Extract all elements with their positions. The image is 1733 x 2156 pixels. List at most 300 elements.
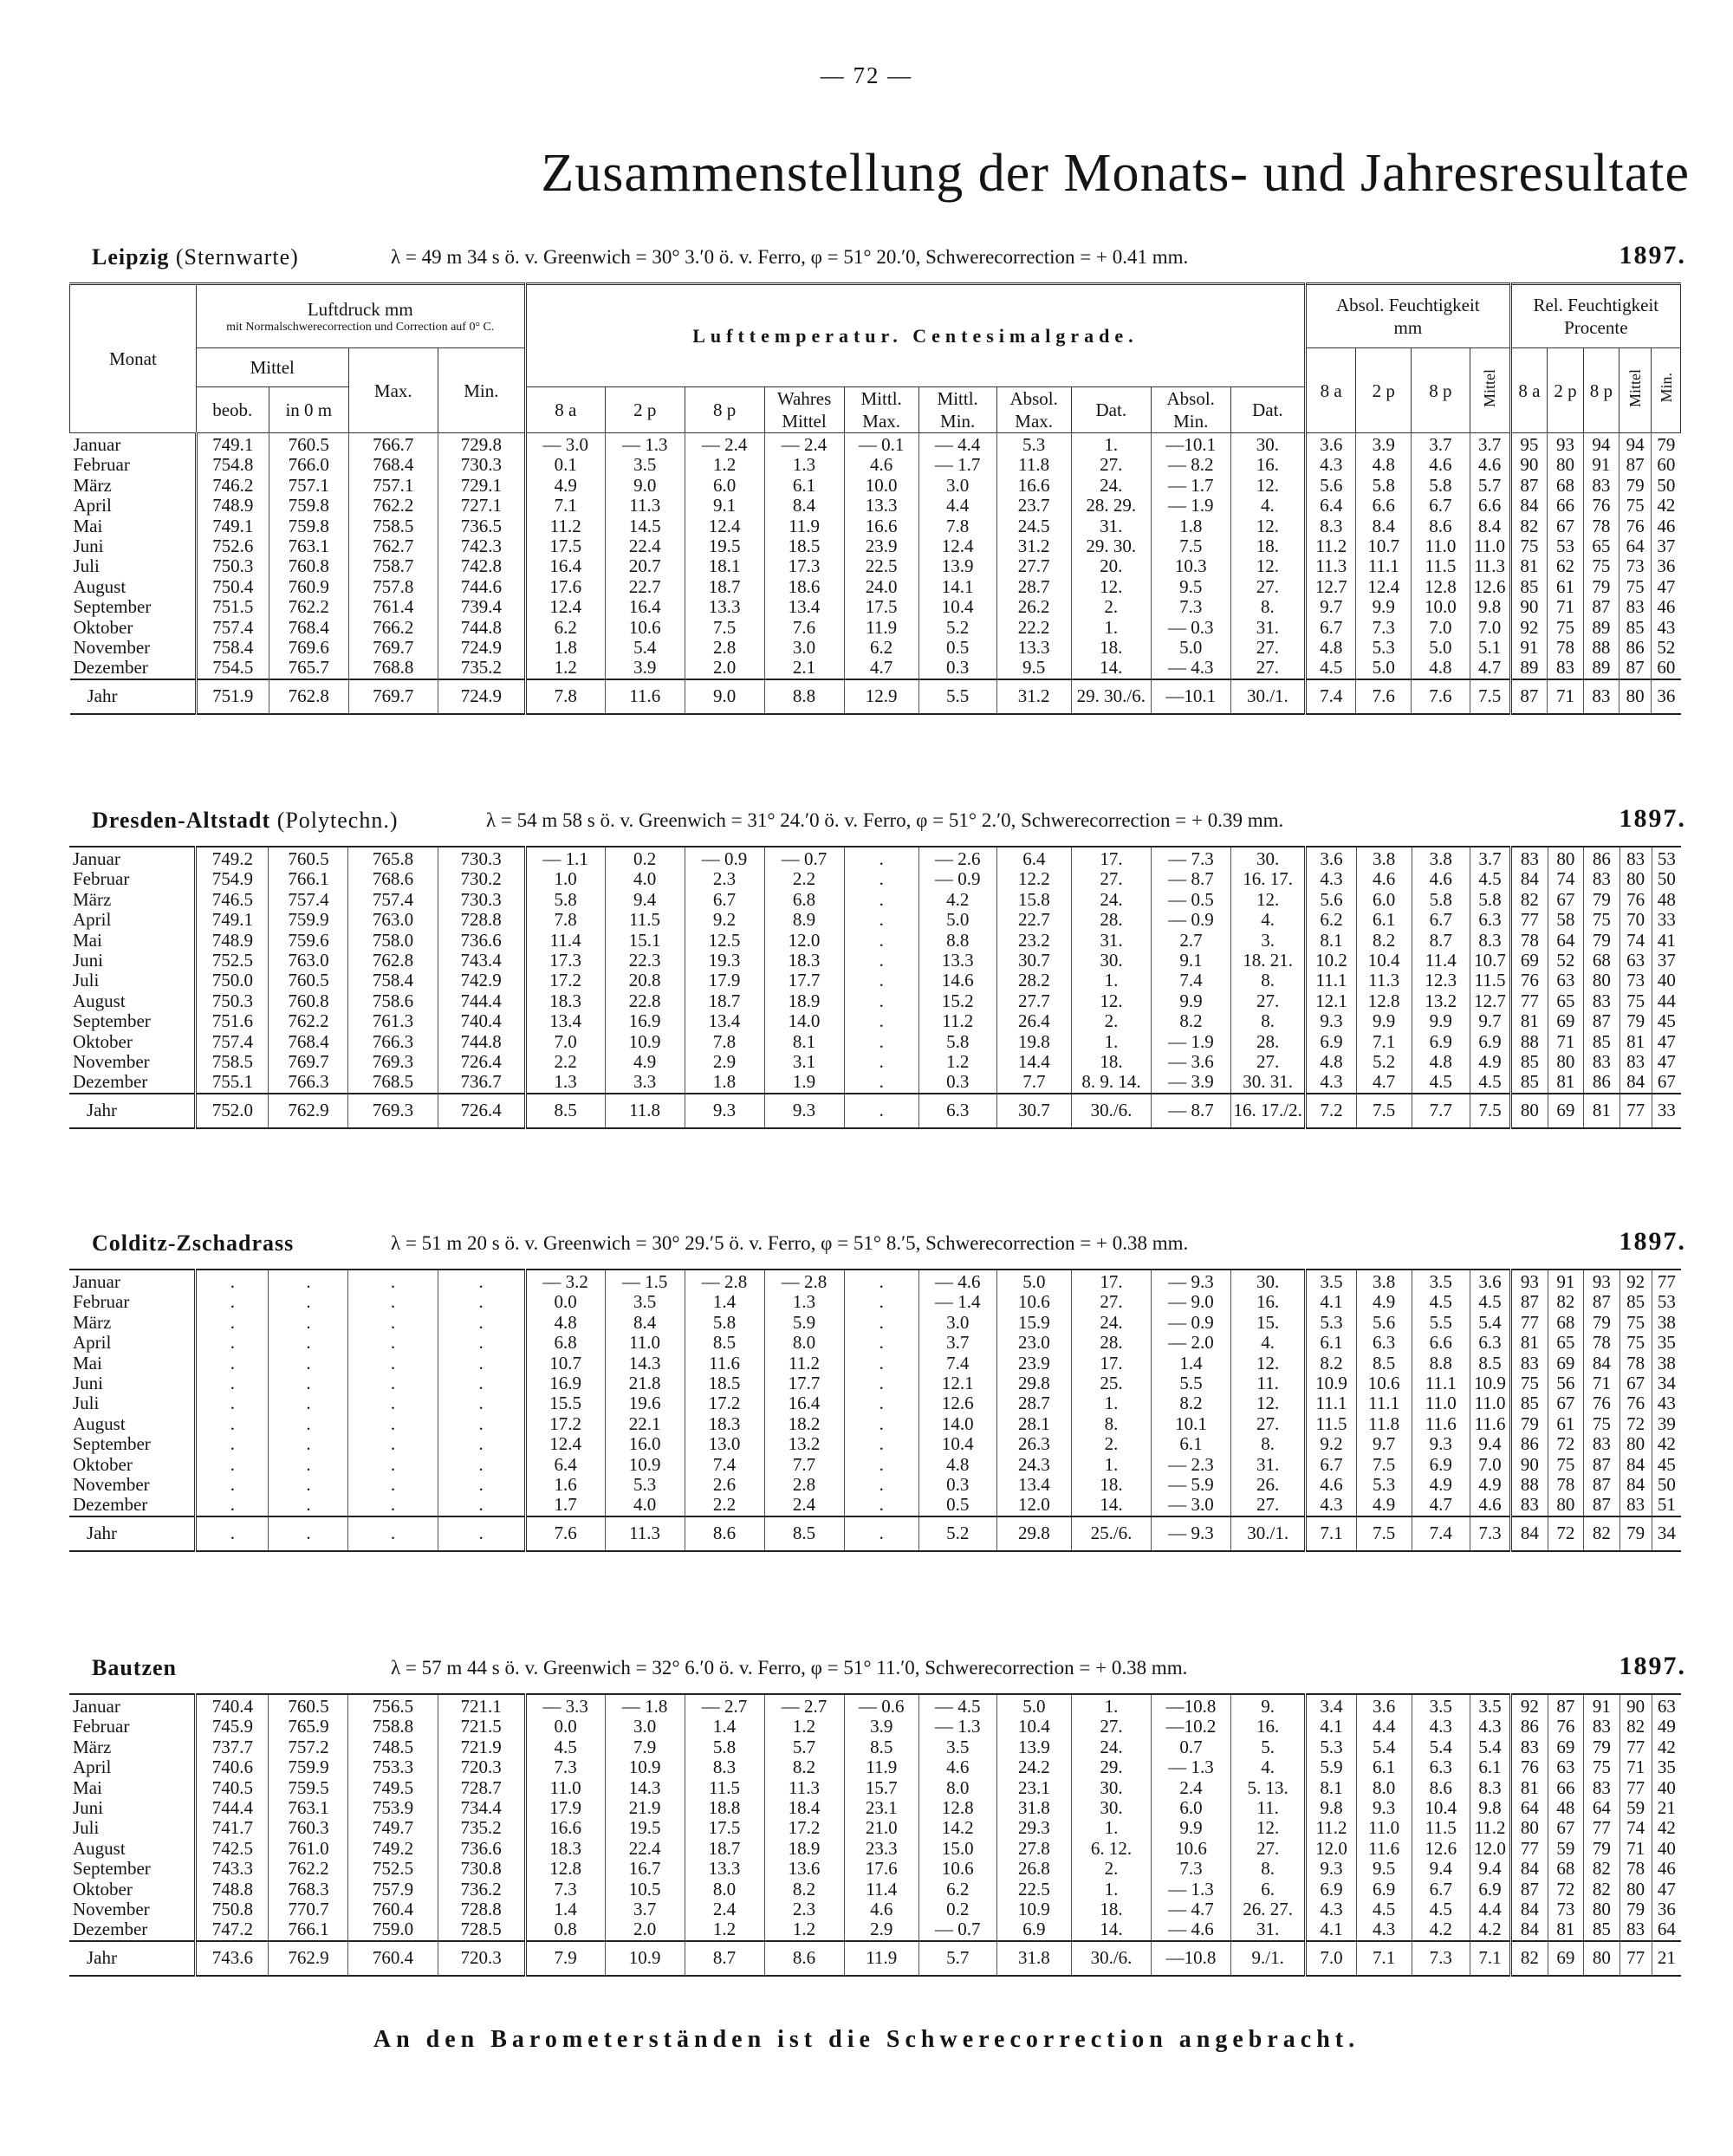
month-cell: Februar xyxy=(69,869,196,889)
value-cell: 5.9 xyxy=(1306,1757,1356,1777)
month-cell: November xyxy=(70,638,197,658)
value-cell: 17.5 xyxy=(685,1818,764,1838)
value-cell: 13.3 xyxy=(996,638,1071,658)
value-cell: 68 xyxy=(1548,1859,1584,1879)
value-cell: 754.8 xyxy=(196,455,269,475)
value-cell: 3.5 xyxy=(1306,1270,1356,1292)
value-cell: 11.1 xyxy=(1356,556,1412,576)
value-cell: 758.5 xyxy=(196,1052,269,1072)
value-cell: 11.3 xyxy=(1470,556,1510,576)
value-cell: 8. xyxy=(1230,971,1305,990)
month-cell: Februar xyxy=(69,1292,196,1312)
value-cell: 17.3 xyxy=(764,556,844,576)
value-cell: 4.5 xyxy=(1306,658,1356,679)
value-cell: 26. xyxy=(1230,1475,1305,1495)
value-cell: 11.5 xyxy=(1470,971,1510,990)
value-cell: 757.4 xyxy=(196,618,269,638)
table-row xyxy=(69,951,1681,971)
value-cell: 4.3 xyxy=(1470,1717,1510,1737)
value-cell: 6.0 xyxy=(1152,1798,1231,1818)
value-cell: 734.4 xyxy=(438,1798,525,1818)
value-cell: 16.0 xyxy=(605,1434,685,1454)
value-cell: 16. xyxy=(1230,1717,1305,1737)
value-cell: 73 xyxy=(1548,1899,1584,1919)
value-cell: 8.4 xyxy=(605,1313,685,1333)
value-cell: 4.3 xyxy=(1356,1919,1412,1940)
station-coords: λ = 49 m 34 s ö. v. Greenwich = 30° 3.′0 ö. v. Ferro, φ = 51° 20.′0, Schwerecorrection = + 0.41 mm. xyxy=(391,246,1189,268)
value-cell: 743.3 xyxy=(196,1859,269,1879)
value-cell: 4.6 xyxy=(1412,869,1470,889)
value-cell: 62 xyxy=(1548,556,1583,576)
value-cell: 79 xyxy=(1584,1737,1620,1757)
value-cell: 8. xyxy=(1230,1011,1305,1031)
value-cell: 4.6 xyxy=(844,1899,918,1919)
value-cell: 43 xyxy=(1657,1393,1676,1414)
value-cell: 0.0 xyxy=(525,1717,605,1737)
value-cell: 47 xyxy=(1657,1879,1676,1899)
value-cell: 12.2 xyxy=(996,869,1071,889)
value-cell: . xyxy=(269,1313,348,1333)
value-cell: 74 xyxy=(1619,1818,1652,1838)
station-coords: λ = 57 m 44 s ö. v. Greenwich = 32° 6.′0 ö. v. Ferro, φ = 51° 11.′0, Schwerecorrection = + 0.38 mm. xyxy=(391,1657,1188,1679)
header-mittl-min xyxy=(918,387,996,433)
value-cell: 77 xyxy=(1584,1818,1620,1838)
value-cell: 14.2 xyxy=(918,1818,996,1838)
value-cell: 11.2 xyxy=(1306,1818,1356,1838)
value-cell: 58 xyxy=(1548,910,1584,930)
value-cell: 8.8 xyxy=(1412,1354,1470,1373)
value-cell: 10.6 xyxy=(996,1292,1071,1312)
table-row xyxy=(69,1859,1681,1879)
value-cell: 5.7 xyxy=(764,1737,844,1757)
month-cell: April xyxy=(69,910,196,930)
value-cell: 762.9 xyxy=(269,1094,348,1128)
value-cell: 4.5 xyxy=(1412,1292,1470,1312)
value-cell: 9.8 xyxy=(1470,1798,1510,1818)
value-cell: 22.8 xyxy=(605,991,685,1011)
value-cell: 0.8 xyxy=(525,1919,605,1940)
value-cell: 7.4 xyxy=(1412,1516,1470,1551)
value-cell: 77 xyxy=(1619,1778,1652,1798)
value-cell: 67 xyxy=(1548,1393,1584,1413)
value-cell: 12.8 xyxy=(1356,991,1412,1011)
value-cell: 720.3 xyxy=(438,1941,525,1976)
value-cell: 44 xyxy=(1657,990,1676,1011)
value-cell: 30./6. xyxy=(1072,1941,1152,1976)
value-cell: . xyxy=(844,1270,918,1292)
value-cell: 92 xyxy=(1511,1694,1548,1717)
value-cell: 25. xyxy=(1072,1373,1152,1393)
value-cell: 1. xyxy=(1071,618,1151,638)
jahr-row xyxy=(70,679,1681,714)
value-cell: 12.7 xyxy=(1306,577,1356,597)
value-cell: — 2.6 xyxy=(918,847,996,869)
value-cell: 7.8 xyxy=(525,679,605,714)
value-cell: 94 xyxy=(1619,433,1652,456)
value-cell: 75 xyxy=(1619,577,1652,597)
value-cell: 10.9 xyxy=(605,1032,685,1052)
station-year: 1897. xyxy=(1619,1227,1686,1256)
value-cell: 7.5 xyxy=(1356,1516,1412,1551)
value-cell: . xyxy=(348,1333,438,1353)
value-cell: 759.9 xyxy=(269,910,348,930)
value-cell: 10.9 xyxy=(605,1455,685,1475)
value-cell: 4.6 xyxy=(844,455,918,475)
value-cell: 7.8 xyxy=(918,516,996,536)
value-cell: 65 xyxy=(1548,1333,1584,1353)
value-cell: 11.5 xyxy=(1412,556,1470,576)
value-cell: 27. xyxy=(1230,577,1305,597)
value-cell: 2. xyxy=(1072,1011,1152,1031)
value-cell: 20.7 xyxy=(605,556,685,576)
value-cell: 78 xyxy=(1584,1333,1620,1353)
value-cell: 1.2 xyxy=(764,1717,844,1737)
value-cell: 68 xyxy=(1548,476,1583,496)
value-cell: 756.5 xyxy=(348,1694,438,1717)
value-cell: 1.2 xyxy=(685,455,764,475)
value-cell: 17.2 xyxy=(525,1414,605,1434)
value-cell: 6.1 xyxy=(1356,910,1412,930)
month-cell: September xyxy=(69,1011,196,1031)
value-cell: . xyxy=(844,890,918,910)
value-cell: 8. xyxy=(1072,1414,1152,1434)
value-cell: . xyxy=(196,1354,269,1373)
value-cell: . xyxy=(269,1475,348,1495)
value-cell: 80 xyxy=(1511,1094,1548,1128)
value-cell: 5.6 xyxy=(1306,476,1356,496)
value-cell: . xyxy=(196,1455,269,1475)
value-cell: 744.6 xyxy=(438,577,525,597)
value-cell: . xyxy=(844,971,918,990)
value-cell: 29. 30. xyxy=(1071,536,1151,556)
value-cell: 84 xyxy=(1619,1455,1652,1475)
value-cell: 42 xyxy=(1657,1434,1676,1455)
value-cell: 79 xyxy=(1619,1011,1652,1031)
value-cell: 7.7 xyxy=(996,1072,1071,1093)
value-cell: 15.7 xyxy=(844,1778,918,1798)
value-cell: . xyxy=(844,1094,918,1128)
value-cell: 42 xyxy=(1657,496,1676,516)
value-cell: 9.9 xyxy=(1152,991,1231,1011)
value-cell: 75 xyxy=(1619,1313,1652,1333)
value-cell: 75 xyxy=(1548,1455,1584,1475)
value-cell: 79 xyxy=(1584,1839,1620,1859)
value-cell: 740.6 xyxy=(196,1757,269,1777)
table-row xyxy=(70,577,1681,597)
value-cell: 71 xyxy=(1619,1757,1652,1777)
value-cell: 2. xyxy=(1071,597,1151,617)
value-cell: 8.5 xyxy=(685,1333,764,1353)
value-cell: 71 xyxy=(1548,1032,1584,1052)
value-cell: 17.5 xyxy=(525,536,605,556)
value-cell: 53 xyxy=(1548,536,1583,556)
value-cell: 30. 31. xyxy=(1230,1072,1305,1093)
month-cell: Dezember xyxy=(69,1495,196,1516)
value-cell: 17.9 xyxy=(685,971,764,990)
value-cell: 14.5 xyxy=(605,516,685,536)
value-cell: 4. xyxy=(1230,1333,1305,1353)
value-cell: 37 xyxy=(1657,536,1676,557)
value-cell: . xyxy=(269,1495,348,1516)
value-cell: — 4.6 xyxy=(918,1270,996,1292)
value-cell: 40 xyxy=(1657,1777,1676,1798)
header-wahres-mittel xyxy=(764,387,844,433)
value-cell: 11.0 xyxy=(605,1333,685,1353)
value-cell: 7.1 xyxy=(1356,1032,1412,1052)
value-cell: 10.4 xyxy=(918,1434,996,1454)
value-cell: 762.2 xyxy=(348,496,438,516)
value-cell: 768.4 xyxy=(348,455,438,475)
value-cell: 13.3 xyxy=(685,1859,764,1879)
value-cell: 757.8 xyxy=(348,577,438,597)
value-cell: 11.5 xyxy=(1306,1414,1356,1434)
value-cell: 11.6 xyxy=(1470,1414,1510,1434)
value-cell: 82 xyxy=(1584,1880,1620,1899)
value-cell: 768.4 xyxy=(269,1032,348,1052)
value-cell: 12. xyxy=(1230,1354,1305,1373)
value-cell: 8.1 xyxy=(1306,1778,1356,1798)
value-cell: . xyxy=(196,1495,269,1516)
value-cell: — 1.8 xyxy=(605,1694,685,1717)
month-cell: April xyxy=(70,496,197,516)
value-cell: 8.5 xyxy=(525,1094,605,1128)
table-row xyxy=(70,476,1681,496)
value-cell: 12. xyxy=(1230,476,1305,496)
value-cell: 749.2 xyxy=(348,1839,438,1859)
value-cell: 22.5 xyxy=(844,556,918,576)
value-cell: 7.3 xyxy=(1151,597,1230,617)
value-cell: 7.3 xyxy=(1356,618,1412,638)
value-cell: —10.8 xyxy=(1152,1941,1231,1976)
value-cell: 3.7 xyxy=(1412,433,1470,456)
value-cell: 758.5 xyxy=(348,516,438,536)
month-cell: Oktober xyxy=(69,1032,196,1052)
value-cell: 10.9 xyxy=(605,1757,685,1777)
value-cell: 6.0 xyxy=(685,476,764,496)
value-cell: 8.6 xyxy=(685,1516,764,1551)
value-cell: 763.1 xyxy=(269,536,348,556)
value-cell: 744.4 xyxy=(196,1798,269,1818)
value-cell: 6.4 xyxy=(996,847,1071,869)
value-cell: 758.4 xyxy=(348,971,438,990)
value-cell: 1. xyxy=(1072,1032,1152,1052)
value-cell: 9.9 xyxy=(1152,1818,1231,1838)
value-cell: 2.9 xyxy=(844,1919,918,1940)
header-t2p: 2 p xyxy=(605,387,685,433)
value-cell: 4.8 xyxy=(1412,658,1470,679)
value-cell: — 9.0 xyxy=(1152,1292,1231,1312)
value-cell: 760.8 xyxy=(269,991,348,1011)
value-cell: 90 xyxy=(1511,1455,1548,1475)
value-cell: 15.2 xyxy=(918,991,996,1011)
value-cell: 75 xyxy=(1548,618,1583,638)
value-cell: 1.8 xyxy=(685,1072,764,1093)
header-luftdruck-title: Luftdruck mm xyxy=(307,299,413,320)
value-cell: 30./1. xyxy=(1230,679,1305,714)
value-cell: 7.2 xyxy=(1306,1094,1356,1128)
value-cell: 8.5 xyxy=(764,1516,844,1551)
value-cell: 23.3 xyxy=(844,1839,918,1859)
value-cell: 735.2 xyxy=(438,1818,525,1838)
value-cell: 79 xyxy=(1583,577,1619,597)
value-cell: 3.1 xyxy=(764,1052,844,1072)
value-cell: 12.4 xyxy=(525,1434,605,1454)
value-cell: — 4.7 xyxy=(1152,1899,1231,1919)
table-row xyxy=(70,556,1681,576)
header-r2p: 2 p xyxy=(1548,348,1583,433)
value-cell: 82 xyxy=(1510,516,1548,536)
table-row xyxy=(69,869,1681,889)
value-cell: 24. xyxy=(1072,1737,1152,1757)
value-cell: 12.4 xyxy=(685,516,764,536)
value-cell: 77 xyxy=(1511,991,1548,1011)
value-cell: 11.8 xyxy=(996,455,1071,475)
value-cell: 749.1 xyxy=(196,910,269,930)
value-cell: 84 xyxy=(1511,1516,1548,1551)
value-cell: 10.6 xyxy=(605,618,685,638)
value-cell: 763.0 xyxy=(269,951,348,971)
value-cell: 68 xyxy=(1584,951,1620,971)
value-cell: 21.0 xyxy=(844,1818,918,1838)
value-cell: 45 xyxy=(1657,1011,1676,1032)
value-cell: 90 xyxy=(1510,455,1548,475)
value-cell: 13.0 xyxy=(685,1434,764,1454)
value-cell: 769.3 xyxy=(348,1094,438,1128)
value-cell: 27. xyxy=(1230,1414,1305,1434)
value-cell: 729.8 xyxy=(438,433,525,456)
value-cell: . xyxy=(348,1495,438,1516)
value-cell: 739.4 xyxy=(438,597,525,617)
value-cell: 746.2 xyxy=(196,476,269,496)
header-rel-feuchtigkeit-unit: Procente xyxy=(1564,317,1628,338)
value-cell: 65 xyxy=(1548,991,1584,1011)
value-cell: 9.1 xyxy=(1152,951,1231,971)
value-cell: 11.8 xyxy=(1356,1414,1412,1434)
value-cell: 8.9 xyxy=(764,910,844,930)
value-cell: 81 xyxy=(1619,1032,1652,1052)
value-cell: 11.2 xyxy=(525,516,605,536)
value-cell: 29.3 xyxy=(996,1818,1071,1838)
value-cell: 7.5 xyxy=(685,618,764,638)
value-cell: 87 xyxy=(1510,476,1548,496)
value-cell: 2.2 xyxy=(764,869,844,889)
table-row xyxy=(70,638,1681,658)
value-cell: 22.3 xyxy=(605,951,685,971)
value-cell: . xyxy=(844,847,918,869)
value-cell: 5.4 xyxy=(1412,1737,1470,1757)
value-cell: 11. xyxy=(1230,1798,1305,1818)
value-cell: 2. xyxy=(1072,1859,1152,1879)
value-cell: 26.3 xyxy=(996,1434,1071,1454)
value-cell: 31. xyxy=(1072,931,1152,951)
value-cell: 36 xyxy=(1657,556,1676,577)
value-cell: 76 xyxy=(1619,1393,1652,1413)
value-cell: — 0.9 xyxy=(685,847,764,869)
value-cell: 8.0 xyxy=(1356,1778,1412,1798)
value-cell: 737.7 xyxy=(196,1737,269,1757)
value-cell: 22.2 xyxy=(996,618,1071,638)
value-cell: 81 xyxy=(1584,1094,1620,1128)
header-wahres-sub: Mittel xyxy=(782,411,827,432)
table-row xyxy=(69,1737,1681,1757)
value-cell: 84 xyxy=(1511,1899,1548,1919)
value-cell: 7.6 xyxy=(764,618,844,638)
value-cell: 11.9 xyxy=(764,516,844,536)
value-cell: 730.3 xyxy=(438,847,525,869)
value-cell: 13.9 xyxy=(996,1737,1071,1757)
value-cell: 6.8 xyxy=(764,890,844,910)
value-cell: 79 xyxy=(1657,434,1676,455)
value-cell: 29.8 xyxy=(996,1516,1071,1551)
value-cell: 18.6 xyxy=(764,577,844,597)
value-cell: 4.5 xyxy=(1412,1072,1470,1093)
month-cell: September xyxy=(70,597,197,617)
value-cell: 84 xyxy=(1511,1919,1548,1940)
value-cell: 1. xyxy=(1072,1393,1152,1413)
value-cell: 14.3 xyxy=(605,1778,685,1798)
month-cell: Juni xyxy=(69,951,196,971)
value-cell: 27. xyxy=(1230,658,1305,679)
value-cell: 82 xyxy=(1584,1516,1620,1551)
value-cell: 759.6 xyxy=(269,931,348,951)
table-row xyxy=(70,597,1681,617)
value-cell: 727.1 xyxy=(438,496,525,516)
value-cell: . xyxy=(269,1393,348,1413)
value-cell: 12. xyxy=(1072,991,1152,1011)
value-cell: 4.7 xyxy=(844,658,918,679)
value-cell: 64 xyxy=(1657,1919,1676,1940)
value-cell: 76 xyxy=(1511,971,1548,990)
value-cell: 28.2 xyxy=(996,971,1071,990)
value-cell: 79 xyxy=(1511,1414,1548,1434)
value-cell: 78 xyxy=(1511,931,1548,951)
value-cell: 92 xyxy=(1510,618,1548,638)
value-cell: 16.6 xyxy=(525,1818,605,1838)
value-cell: 6.2 xyxy=(525,618,605,638)
value-cell: 762.9 xyxy=(269,1941,348,1976)
value-cell: 4.9 xyxy=(1356,1292,1412,1312)
value-cell: — 2.4 xyxy=(685,433,764,456)
value-cell: 730.2 xyxy=(438,869,525,889)
value-cell: 12.4 xyxy=(918,536,996,556)
value-cell: 740.5 xyxy=(196,1778,269,1798)
value-cell: 74 xyxy=(1619,931,1652,951)
value-cell: 16. xyxy=(1230,1292,1305,1312)
value-cell: — 8.2 xyxy=(1151,455,1230,475)
value-cell: . xyxy=(844,951,918,971)
value-cell: 9./1. xyxy=(1230,1941,1305,1976)
value-cell: 2.4 xyxy=(764,1495,844,1516)
value-cell: 83 xyxy=(1583,476,1619,496)
jahr-row xyxy=(69,1941,1681,1976)
value-cell: 9.8 xyxy=(1306,1798,1356,1818)
value-cell: 11.4 xyxy=(525,931,605,951)
value-cell: 18.7 xyxy=(685,1839,764,1859)
value-cell: 1.3 xyxy=(764,1292,844,1312)
value-cell: 16.4 xyxy=(764,1393,844,1413)
value-cell: 10.9 xyxy=(605,1941,685,1976)
value-cell: 759.8 xyxy=(269,496,348,516)
value-cell: 6.6 xyxy=(1470,496,1510,516)
value-cell: 750.3 xyxy=(196,556,269,576)
value-cell: 8.6 xyxy=(1412,516,1470,536)
page-number: — 72 — xyxy=(820,62,913,88)
table-row xyxy=(69,1495,1681,1516)
value-cell: 4.4 xyxy=(1356,1717,1412,1737)
value-cell: 83 xyxy=(1584,1052,1620,1072)
value-cell: 35 xyxy=(1657,1333,1676,1354)
value-cell: 5.8 xyxy=(525,890,605,910)
